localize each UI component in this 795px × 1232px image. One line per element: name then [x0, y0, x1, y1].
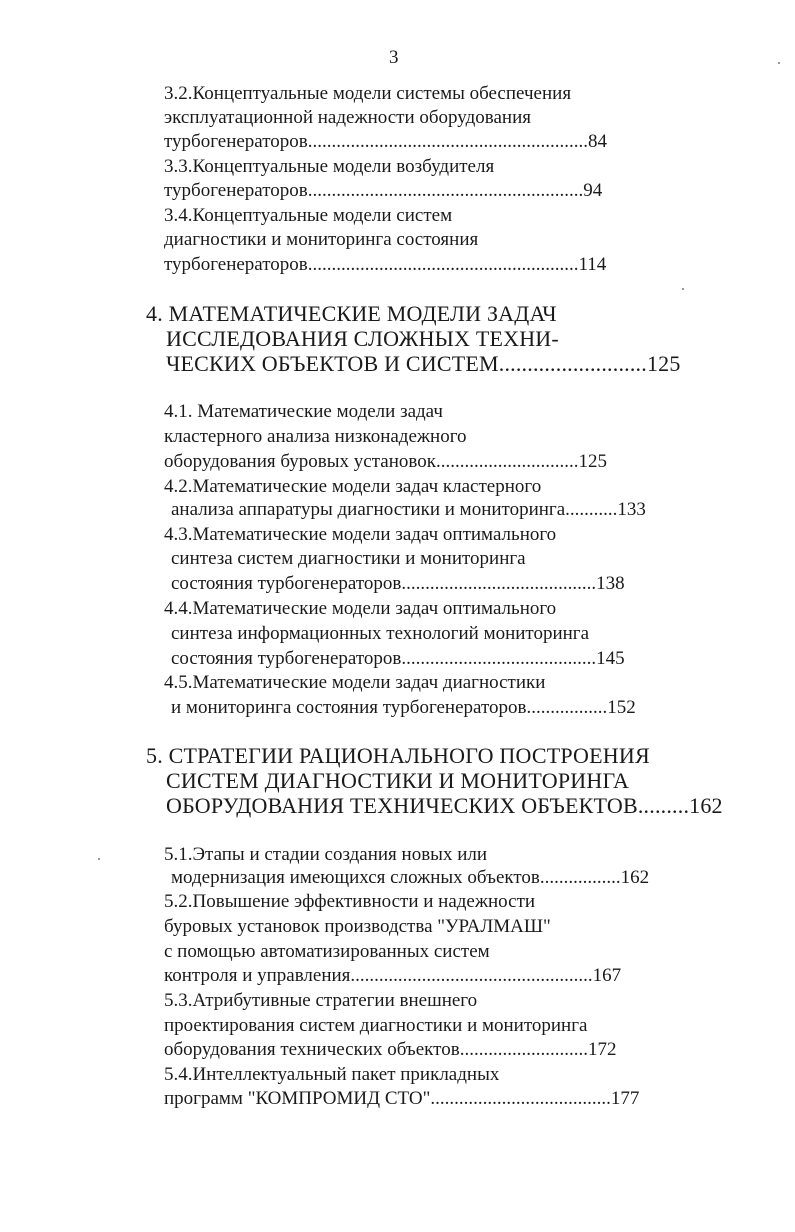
- toc-line: турбогенераторов..........................................................94: [164, 180, 603, 201]
- chapter-heading: ОБОРУДОВАНИЯ ТЕХНИЧЕСКИХ ОБЪЕКТОВ.........162: [166, 793, 723, 818]
- chapter-heading: 4. МАТЕМАТИЧЕСКИЕ МОДЕЛИ ЗАДАЧ: [146, 301, 557, 326]
- toc-line: 4.3.Математические модели задач оптимального: [164, 524, 557, 545]
- toc-line: синтеза систем диагностики и мониторинга: [171, 548, 526, 569]
- toc-line: анализа аппаратуры диагностики и мониторинга...........133: [171, 499, 646, 520]
- page-number: 3: [389, 47, 399, 68]
- toc-line: программ "КОМПРОМИД СТО"......................................177: [164, 1088, 640, 1109]
- toc-line: эксплуатационной надежности оборудования: [164, 107, 531, 128]
- toc-line: кластерного анализа низконадежного: [164, 426, 467, 447]
- toc-line: турбогенераторов...........................................................84: [164, 131, 608, 152]
- scan-speck: [98, 858, 100, 860]
- toc-line: 5.4.Интеллектуальный пакет прикладных: [164, 1064, 500, 1085]
- toc-line: 3.3.Концептуальные модели возбудителя: [164, 156, 495, 177]
- toc-line: синтеза информационных технологий мониторинга: [171, 623, 590, 644]
- toc-line: с помощью автоматизированных систем: [164, 941, 490, 962]
- toc-line: диагностики и мониторинга состояния: [164, 229, 479, 250]
- chapter-heading: ЧЕСКИХ ОБЪЕКТОВ И СИСТЕМ..........................125: [166, 351, 681, 376]
- toc-line: оборудования буровых установок..............................125: [164, 451, 607, 472]
- toc-line: 4.5.Математические модели задач диагностики: [164, 672, 546, 693]
- toc-line: 5.2.Повышение эффективности и надежности: [164, 891, 536, 912]
- chapter-heading: ИССЛЕДОВАНИЯ СЛОЖНЫХ ТЕХНИ-: [166, 326, 559, 351]
- toc-line: 4.4.Математические модели задач оптимального: [164, 598, 557, 619]
- toc-line: модернизация имеющихся сложных объектов.................162: [171, 867, 650, 888]
- toc-line: и мониторинга состояния турбогенераторов.................152: [171, 697, 636, 718]
- toc-line: буровых установок производства "УРАЛМАШ": [164, 916, 551, 937]
- toc-line: контроля и управления...................................................167: [164, 965, 622, 986]
- toc-line: 3.2.Концептуальные модели системы обеспечения: [164, 83, 572, 104]
- toc-line: состояния турбогенераторов.........................................145: [171, 648, 625, 669]
- scan-speck: [778, 62, 780, 64]
- toc-line: 5.3.Атрибутивные стратегии внешнего: [164, 990, 478, 1011]
- toc-line: оборудования технических объектов...........................172: [164, 1039, 617, 1060]
- toc-line: состояния турбогенераторов.........................................138: [171, 573, 625, 594]
- toc-line: 3.4.Концептуальные модели систем: [164, 205, 453, 226]
- toc-line: турбогенераторов.........................................................114: [164, 254, 607, 275]
- chapter-heading: 5. СТРАТЕГИИ РАЦИОНАЛЬНОГО ПОСТРОЕНИЯ: [146, 743, 650, 768]
- scan-speck: [682, 288, 684, 290]
- toc-line: 5.1.Этапы и стадии создания новых или: [164, 844, 488, 865]
- chapter-heading: СИСТЕМ ДИАГНОСТИКИ И МОНИТОРИНГА: [166, 768, 630, 793]
- toc-line: проектирования систем диагностики и мониторинга: [164, 1015, 588, 1036]
- toc-line: 4.2.Математические модели задач кластерного: [164, 476, 542, 497]
- toc-line: 4.1. Математические модели задач: [164, 401, 443, 422]
